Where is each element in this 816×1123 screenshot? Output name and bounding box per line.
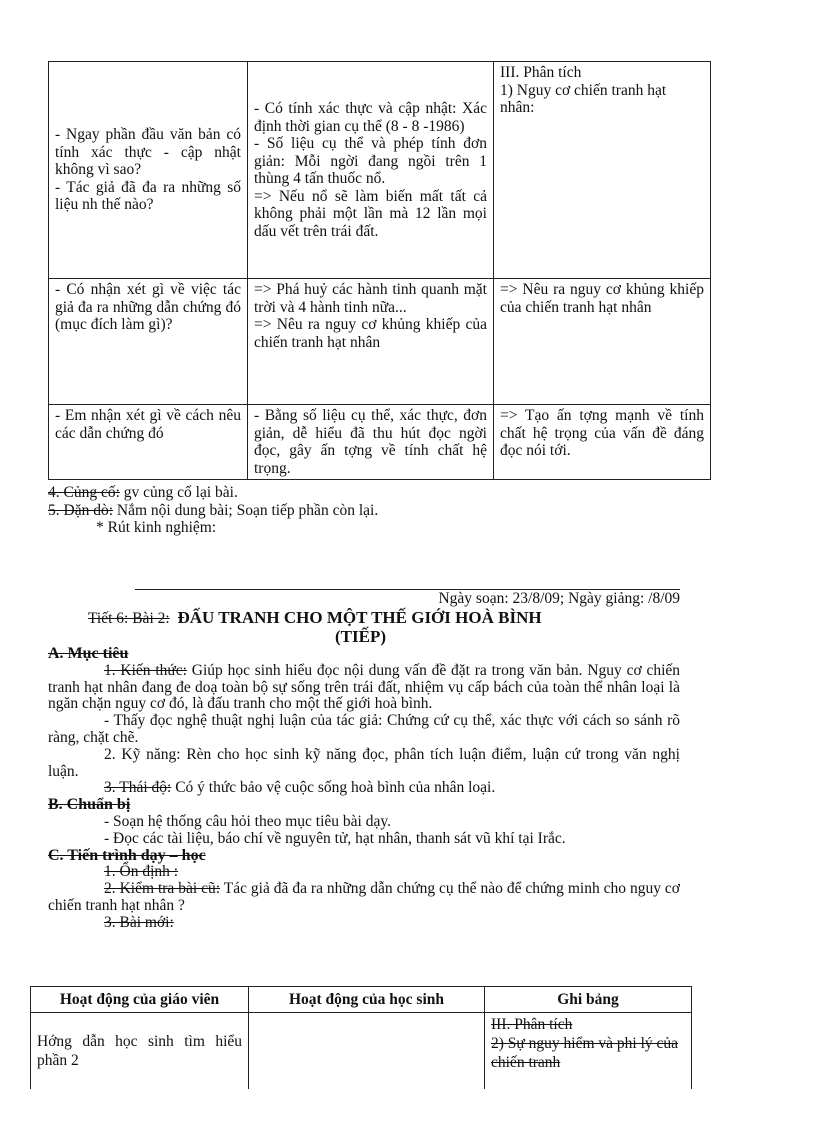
objective-knowledge: [48, 663, 680, 713]
lesson-subtitle: (TIẾP): [335, 627, 386, 646]
homework-text: Nắm nội dung bài; Soạn tiếp phần còn lại.: [113, 501, 379, 519]
question-text: - Có nhận xét gì về việc tác giả đa ra những dẫn chứng đó (mục đích làm gì)?: [55, 281, 241, 333]
lesson-closing: [48, 484, 378, 537]
consolidate-text: gv củng cố lại bài.: [119, 484, 238, 501]
objective-attitude: [48, 780, 680, 797]
question-cell: [49, 405, 248, 480]
student-cell: [249, 1013, 485, 1090]
lesson-body: [48, 646, 680, 932]
attitude-text: Có ý thức bảo vệ cuộc sống hoà bình của nhân loại.: [171, 779, 496, 797]
question-text: - Em nhận xét gì về cách nêu các dẫn chứng đó: [55, 407, 241, 442]
note-text: III. Phân tích: [500, 64, 582, 81]
table-header-row: [31, 987, 692, 1013]
board-line: 2) Sự nguy hiểm và phi lý của chiến tranh: [491, 1035, 679, 1071]
step-review: [48, 881, 680, 915]
note-cell: [494, 405, 711, 480]
table-row: [49, 405, 711, 480]
board-line: III. Phân tích: [491, 1016, 573, 1033]
section-b-title: B. Chuẩn bị: [48, 796, 131, 814]
homework-label: 5. Dặn dò:: [48, 501, 114, 519]
homework-line: [48, 502, 378, 520]
prep-item: - Soạn hệ thống câu hỏi theo mục tiêu bài dạy.: [104, 812, 391, 830]
table-row: [31, 1013, 692, 1090]
board-cell: [485, 1013, 692, 1090]
question-text: - Tác giả đã đa ra những số liệu nh thế nào?: [55, 178, 241, 214]
note-cell: [494, 62, 711, 279]
analysis-table: [48, 61, 711, 480]
question-cell: [49, 62, 248, 279]
header-board: Ghi bảng: [485, 987, 692, 1013]
answer-cell: [248, 279, 494, 405]
review-text: Tác giả đã đa ra những dẫn chứng cụ thể nào để chứng minh cho nguy cơ chiến tranh hạt nhân ?: [48, 880, 681, 914]
prep-item: - Đọc các tài liệu, báo chí về nguyên tử, hạt nhân, thanh sát vũ khí tại Irắc.: [104, 829, 566, 847]
step-new-lesson: 3. Bài mới:: [104, 913, 174, 931]
consolidate-line: [48, 484, 378, 502]
answer-text: - Số liệu cụ thể và phép tính đơn giản: Mỗi ngời đang ngồi trên 1 thùng 4 tấn thuốc nổ.: [254, 135, 487, 187]
objective-art: - Thấy đọc nghệ thuật nghị luận của tác giả: Chứng cứ cụ thể, xác thực với cách so sánh rõ ràng, chặt chẽ.: [48, 712, 680, 746]
note-text: 1) Nguy cơ chiến tranh hạt nhân:: [500, 81, 667, 116]
answer-text: => Phá huỷ các hành tinh quanh mặt trời và 4 hành tinh nữa...: [254, 281, 487, 316]
experience-line: * Rút kinh nghiệm:: [96, 519, 217, 536]
activity-table: [30, 986, 692, 1089]
lesson-tag: Tiết 6: Bài 2:: [88, 610, 170, 627]
objective-skill: 2. Kỹ năng: Rèn cho học sinh kỹ năng đọc, phân tích luận điểm, luận cứ trong văn nghị luận.: [48, 745, 680, 780]
question-text: - Ngay phần đầu văn bản có tính xác thực - cập nhật không vì sao?: [55, 126, 241, 179]
knowledge-text: Giúp học sinh hiểu đọc nội dung vấn đề đặt ra trong văn bản. Nguy cơ chiến tranh hạt nhân đang đe doạ toàn bộ sự sống trên trái đất, nhiệm vụ cấp bách của toàn thể nhân loại là ngăn chặn nguy cơ đó, là đấu tranh cho một thế giới hoà bình.: [48, 661, 681, 713]
review-label: 2. Kiểm tra bài cũ:: [104, 880, 221, 898]
consolidate-label: 4. Củng cố:: [48, 484, 120, 501]
note-text: => Nêu ra nguy cơ khủng khiếp của chiến tranh hạt nhân: [500, 281, 704, 316]
header-student: Hoạt động của học sinh: [249, 987, 485, 1013]
answer-text: => Nếu nổ sẽ làm biến mất tất cả không phải một lần mà 12 lần mọi dấu vết trên trái đất.: [254, 187, 487, 240]
question-cell: [49, 279, 248, 405]
date-line: Ngày soạn: 23/8/09; Ngày giảng: /8/09: [135, 589, 680, 608]
note-cell: [494, 279, 711, 405]
answer-text: - Bằng số liệu cụ thể, xác thực, đơn giản, dễ hiểu đã thu hút đọc ngời đọc, gây ấn tợng về tính chất hệ trọng.: [254, 407, 487, 477]
attitude-label: 3. Thái độ:: [104, 779, 172, 797]
table-row: [49, 62, 711, 279]
knowledge-label: 1. Kiến thức:: [104, 661, 187, 679]
answer-cell: [248, 405, 494, 480]
table-row: [49, 279, 711, 405]
step-stabilize: 1. Ổn định :: [104, 863, 179, 881]
section-c-title: C. Tiến trình dạy – học: [48, 846, 206, 864]
answer-text: => Nêu ra nguy cơ khủng khiếp của chiến tranh hạt nhân: [254, 316, 487, 351]
answer-text: - Có tính xác thực và cập nhật: Xác định thời gian cụ thể (8 - 8 -1986): [254, 100, 487, 135]
note-text: => Tạo ấn tợng mạnh về tính chất hệ trọng của vấn đề đáng đọc nói tới.: [500, 407, 704, 459]
teacher-cell: Hớng dẫn học sinh tìm hiểu phần 2: [31, 1013, 249, 1090]
header-teacher: Hoạt động của giáo viên: [31, 987, 249, 1013]
lesson-title: ĐẤU TRANH CHO MỘT THẾ GIỚI HOÀ BÌNH: [177, 608, 542, 627]
lesson-heading: [88, 608, 688, 628]
answer-cell: [248, 62, 494, 279]
section-a-title: A. Mục tiêu: [48, 645, 129, 662]
